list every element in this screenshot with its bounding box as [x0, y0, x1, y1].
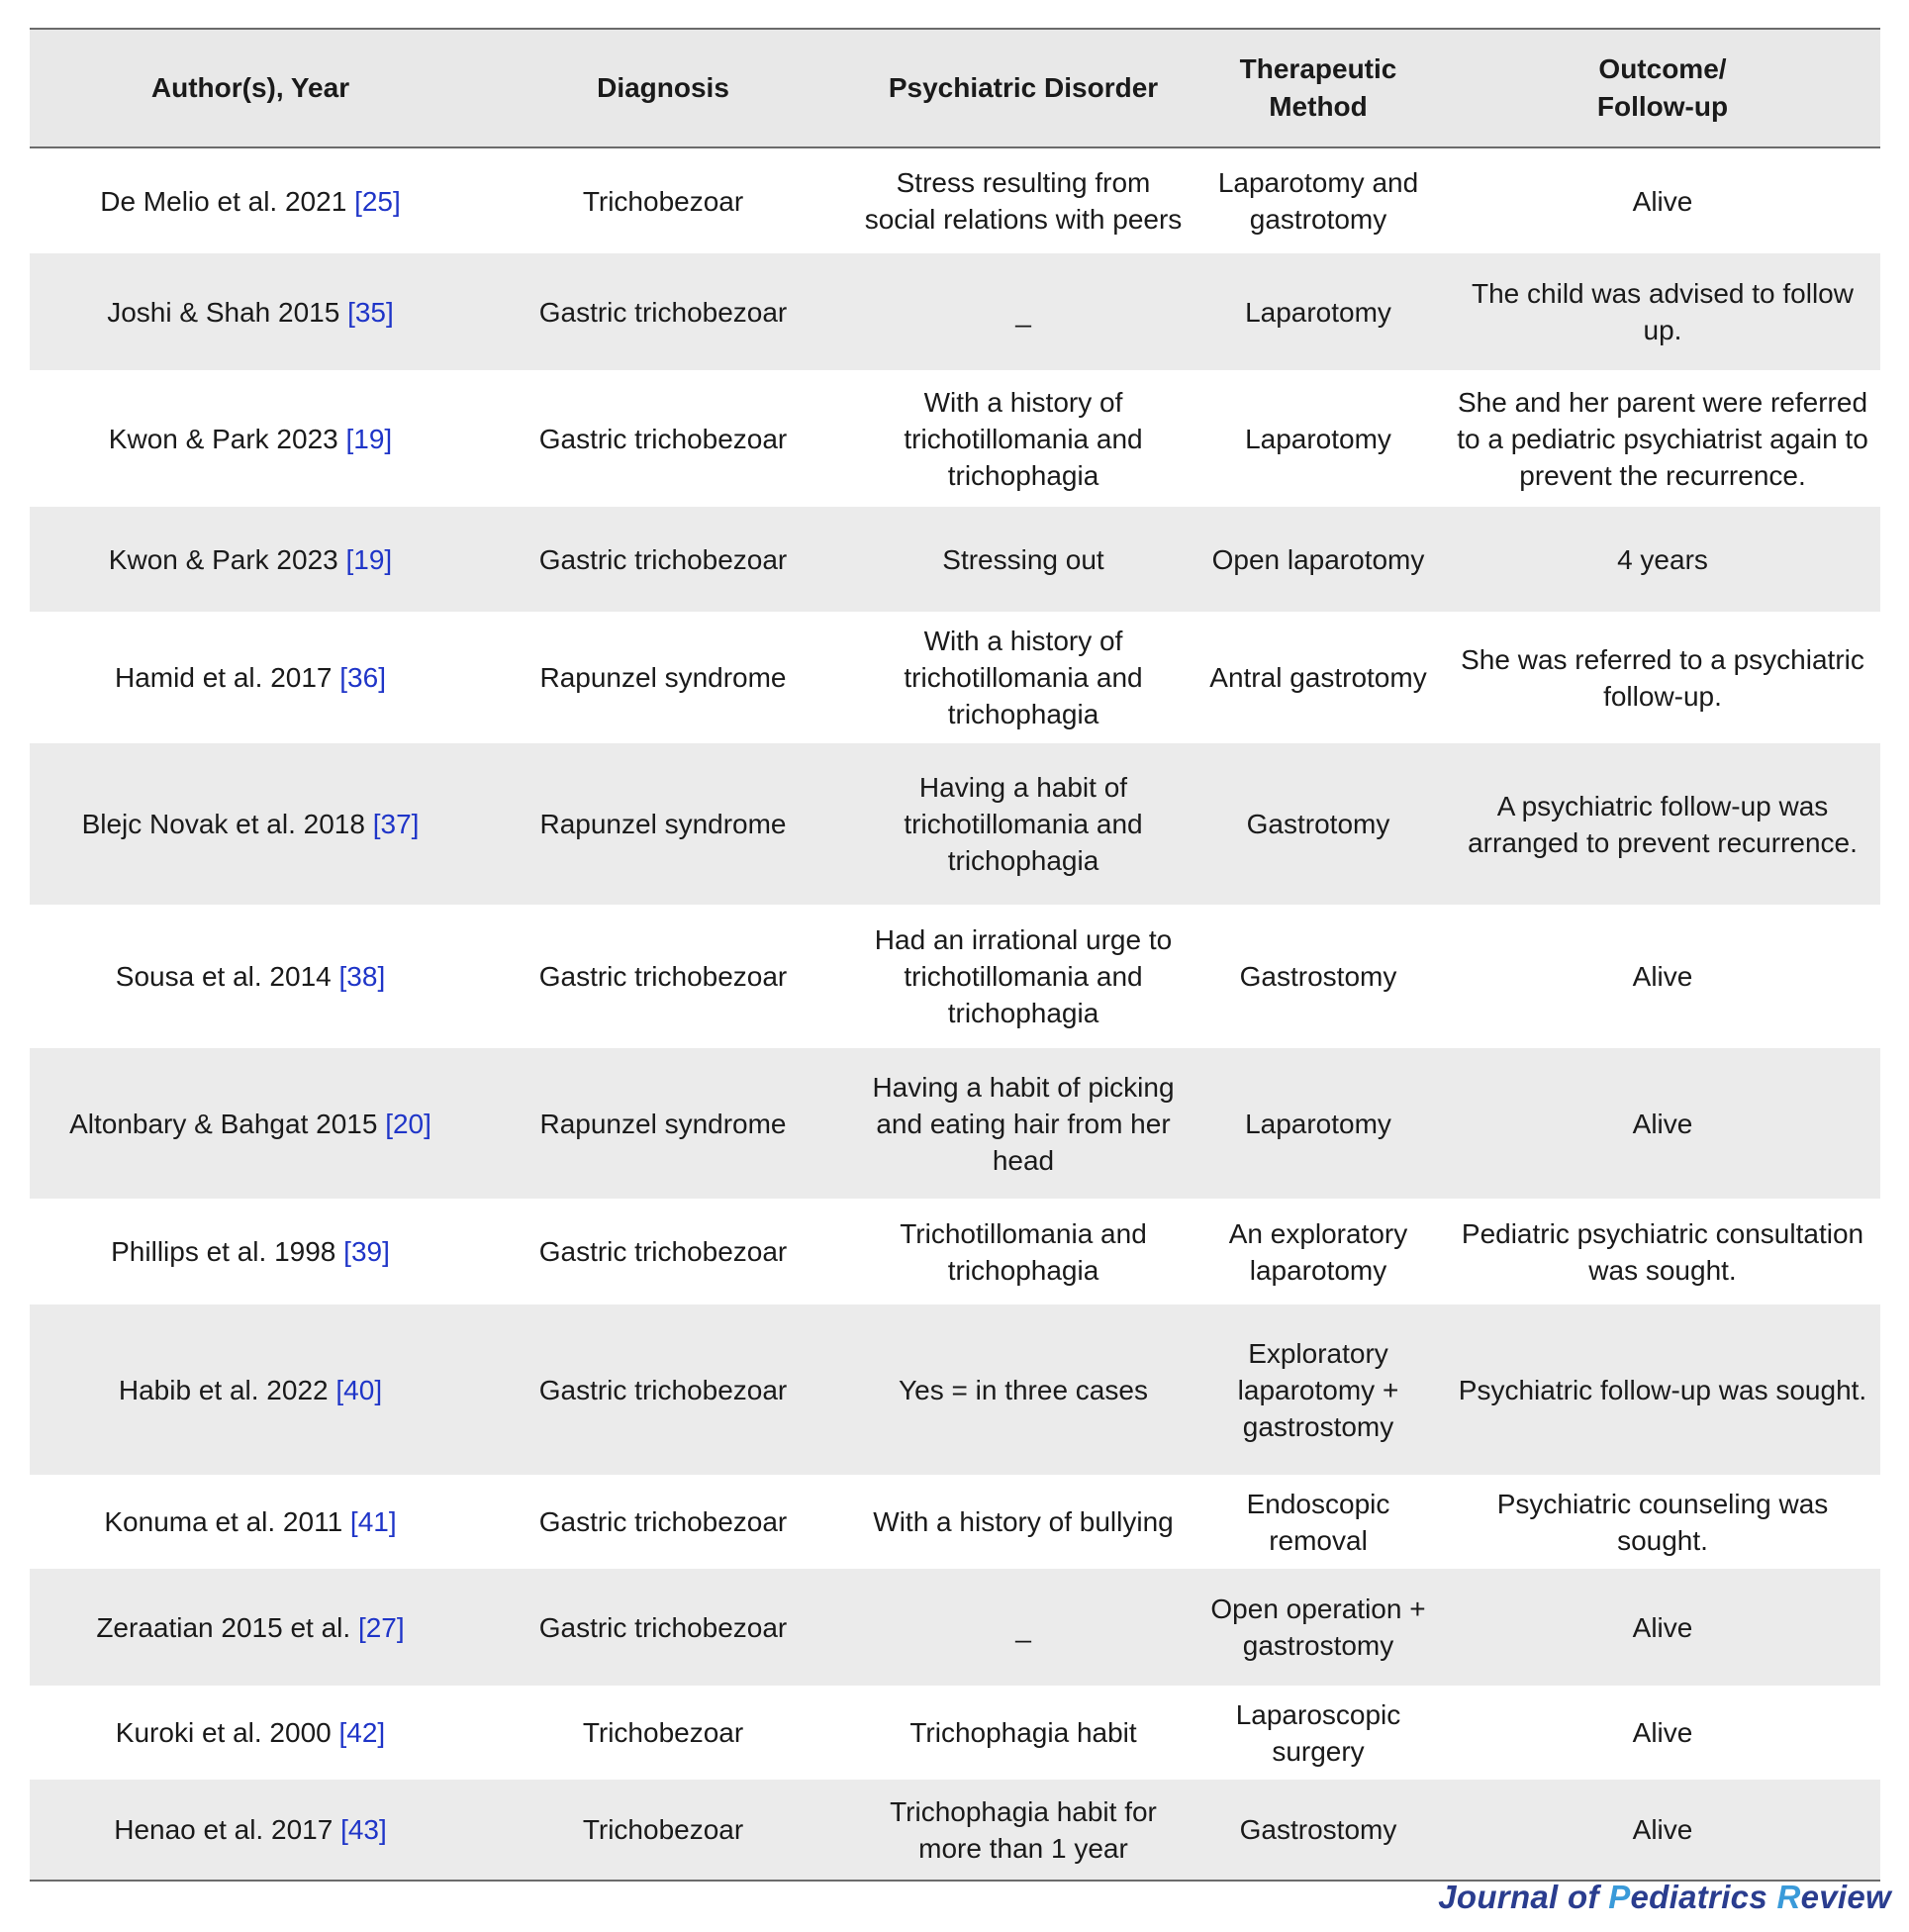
cell-diagnosis: Gastric trichobezoar	[538, 1506, 788, 1537]
cell-author-year	[30, 147, 471, 253]
reference-link[interactable]: [43]	[340, 1814, 387, 1845]
cell-disorder: Yes = in three cases	[899, 1374, 1148, 1405]
cell-outcome: Alive	[1445, 1780, 1880, 1881]
cell-diagnosis: Gastric trichobezoar	[538, 1374, 788, 1405]
cell-outcome: The child was advised to follow up.	[1472, 278, 1854, 345]
journal-text: Journal of	[1438, 1879, 1609, 1915]
header-outcome-follow-up	[1445, 29, 1880, 147]
cell-diagnosis: Gastric trichobezoar	[538, 1236, 788, 1267]
literature-table-container	[30, 28, 1880, 1882]
cell-method: Laparotomy and gastrotomy	[1217, 167, 1419, 235]
cell-diagnosis: Gastric trichobezoar	[538, 296, 788, 328]
table-row	[30, 253, 1880, 370]
cell-disorder: Having a habit of trichotillomania and trichophagia	[904, 772, 1143, 876]
cell-author-year	[30, 743, 471, 905]
reference-link[interactable]: [19]	[345, 423, 393, 454]
table-row	[30, 743, 1880, 905]
cell-outcome: A psychiatric follow-up was arranged to prevent recurrence.	[1468, 790, 1858, 858]
cell-method: Laparotomy	[1245, 423, 1391, 454]
header-line: Diagnosis	[597, 72, 729, 103]
reference-link[interactable]: [35]	[347, 296, 394, 328]
cell-author-year	[30, 1048, 471, 1199]
cell-disorder: With a history of bullying	[873, 1506, 1174, 1537]
cell-diagnosis: Rapunzel syndrome	[539, 662, 787, 693]
reference-link[interactable]: [42]	[338, 1717, 386, 1748]
cell-disorder: Stress resulting from social relations with peers	[864, 167, 1183, 235]
cell-disorder: With a history of trichotillomania and trichophagia	[904, 386, 1143, 491]
author-text: Hamid et al. 2017	[115, 662, 333, 693]
author-text: Kuroki et al. 2000	[115, 1717, 332, 1748]
header-diagnosis	[471, 29, 855, 147]
author-text: Altonbary & Bahgat 2015	[69, 1108, 378, 1139]
reference-link[interactable]: [19]	[345, 543, 393, 575]
cell-method: Exploratory laparotomy + gastrostomy	[1237, 1337, 1399, 1442]
journal-letter-r: R	[1776, 1879, 1801, 1915]
cell-outcome: Psychiatric counseling was sought.	[1496, 1488, 1829, 1556]
cell-author-year	[30, 905, 471, 1048]
reference-link[interactable]: [41]	[349, 1506, 397, 1537]
author-text: Kwon & Park 2023	[108, 423, 338, 454]
table-row	[30, 1048, 1880, 1199]
cell-diagnosis: Trichobezoar	[582, 185, 744, 217]
table-row	[30, 612, 1880, 743]
reference-link[interactable]: [27]	[357, 1611, 405, 1643]
author-text: Blejc Novak et al. 2018	[81, 809, 365, 839]
header-line: Outcome/	[1598, 53, 1727, 84]
table-row	[30, 905, 1880, 1048]
cell-diagnosis: Gastric trichobezoar	[538, 423, 788, 454]
header-author-year	[30, 29, 471, 147]
reference-link[interactable]: [20]	[385, 1108, 431, 1139]
cell-outcome: Alive	[1632, 1108, 1693, 1139]
cell-disorder: With a history of trichotillomania and trichophagia	[904, 626, 1143, 729]
cell-diagnosis: Trichobezoar	[582, 1717, 744, 1748]
header-therapeutic-method	[1192, 29, 1445, 147]
cell-disorder: Stressing out	[942, 543, 1104, 575]
table-row	[30, 507, 1880, 612]
header-line: Author(s), Year	[150, 72, 350, 103]
author-text: Phillips et al. 1998	[111, 1236, 336, 1267]
author-text: Konuma et al. 2011	[104, 1506, 343, 1537]
reference-link[interactable]: [37]	[372, 809, 420, 839]
header-row	[30, 29, 1880, 147]
cell-outcome: Alive	[1632, 185, 1693, 217]
reference-link[interactable]: [39]	[343, 1236, 390, 1267]
cell-method: Laparotomy	[1245, 1108, 1391, 1139]
cell-method: Endoscopic removal	[1246, 1488, 1390, 1556]
reference-link[interactable]: [40]	[335, 1374, 383, 1405]
author-text: Joshi & Shah 2015	[107, 296, 340, 328]
cell-method: Antral gastrotomy	[1209, 662, 1427, 693]
cell-method: Laparoscopic surgery	[1235, 1698, 1401, 1767]
cell-author-year	[30, 507, 471, 612]
cell-author-year	[30, 1686, 471, 1780]
journal-letter-p: P	[1608, 1879, 1631, 1915]
cell-outcome: 4 years	[1617, 543, 1708, 575]
header-line: Psychiatric Disorder	[888, 72, 1159, 103]
cell-disorder: Trichophagia habit	[909, 1717, 1137, 1748]
table-header	[30, 29, 1880, 147]
table-row	[30, 1475, 1880, 1569]
author-text: Sousa et al. 2014	[115, 961, 332, 992]
header-line: Follow-up	[1596, 91, 1729, 122]
table-row	[30, 1780, 1880, 1881]
cell-author-year	[30, 1304, 471, 1475]
table-row	[30, 147, 1880, 253]
cell-disorder: _	[1015, 1611, 1031, 1643]
journal-logo	[1438, 1879, 1891, 1916]
author-text: Henao et al. 2017	[114, 1814, 334, 1845]
cell-diagnosis: Rapunzel syndrome	[539, 1108, 787, 1139]
cell-method: An exploratory laparotomy	[1228, 1217, 1408, 1286]
author-text: Kwon & Park 2023	[108, 543, 338, 575]
table-body	[30, 147, 1880, 1881]
cell-disorder: Trichophagia habit for more than 1 year	[855, 1780, 1192, 1881]
header-line: Method	[1269, 91, 1368, 122]
cell-diagnosis: Trichobezoar	[471, 1780, 855, 1881]
cell-author-year	[30, 253, 471, 370]
journal-text: eview	[1800, 1879, 1891, 1915]
cell-disorder: Having a habit of picking and eating hair from her head	[872, 1071, 1175, 1176]
table-row	[30, 370, 1880, 507]
cell-disorder: Trichotillomania and trichophagia	[900, 1217, 1147, 1286]
cell-method: Laparotomy	[1245, 296, 1391, 328]
cell-author-year	[30, 1475, 471, 1569]
cell-outcome: Alive	[1632, 961, 1693, 992]
cell-disorder: Had an irrational urge to trichotillomania and trichophagia	[874, 924, 1173, 1028]
cell-method: Gastrotomy	[1246, 809, 1390, 839]
cell-method: Open laparotomy	[1211, 543, 1425, 575]
header-line: Therapeutic	[1239, 53, 1397, 84]
cell-method: Open operation + gastrostomy	[1210, 1594, 1426, 1661]
cell-outcome: Alive	[1632, 1611, 1693, 1643]
cell-diagnosis: Gastric trichobezoar	[538, 1611, 788, 1643]
cell-outcome: She was referred to a psychiatric follow-up.	[1461, 643, 1864, 712]
cell-diagnosis: Gastric trichobezoar	[538, 961, 788, 992]
cell-diagnosis: Rapunzel syndrome	[539, 809, 787, 839]
cell-author-year	[30, 612, 471, 743]
cell-outcome: Psychiatric follow-up was sought.	[1458, 1374, 1867, 1405]
table-row	[30, 1569, 1880, 1686]
header-psychiatric-disorder	[855, 29, 1192, 147]
cell-author-year	[30, 1569, 471, 1686]
cell-outcome: Alive	[1632, 1717, 1693, 1748]
reference-link[interactable]: [25]	[354, 185, 401, 217]
table-row	[30, 1199, 1880, 1304]
cell-author-year	[30, 370, 471, 507]
cell-author-year	[30, 1780, 471, 1881]
reference-link[interactable]: [38]	[338, 961, 386, 992]
table-row	[30, 1686, 1880, 1780]
cell-diagnosis: Gastric trichobezoar	[538, 543, 788, 575]
cell-disorder: _	[1015, 296, 1031, 328]
table-row	[30, 1304, 1880, 1475]
journal-text: ediatrics	[1630, 1879, 1777, 1915]
author-text: Habib et al. 2022	[118, 1374, 329, 1405]
cell-outcome: Pediatric psychiatric consultation was sought.	[1461, 1217, 1864, 1286]
author-text: De Melio et al. 2021	[100, 185, 347, 217]
cell-method: Gastrostomy	[1192, 1780, 1445, 1881]
literature-table	[30, 28, 1880, 1882]
cell-author-year	[30, 1199, 471, 1304]
cell-outcome: She and her parent were referred to a pediatric psychiatrist again to prevent the recurrence.	[1457, 386, 1868, 491]
cell-method: Gastrostomy	[1239, 961, 1397, 992]
reference-link[interactable]: [36]	[339, 662, 386, 693]
author-text: Zeraatian 2015 et al.	[96, 1611, 351, 1643]
